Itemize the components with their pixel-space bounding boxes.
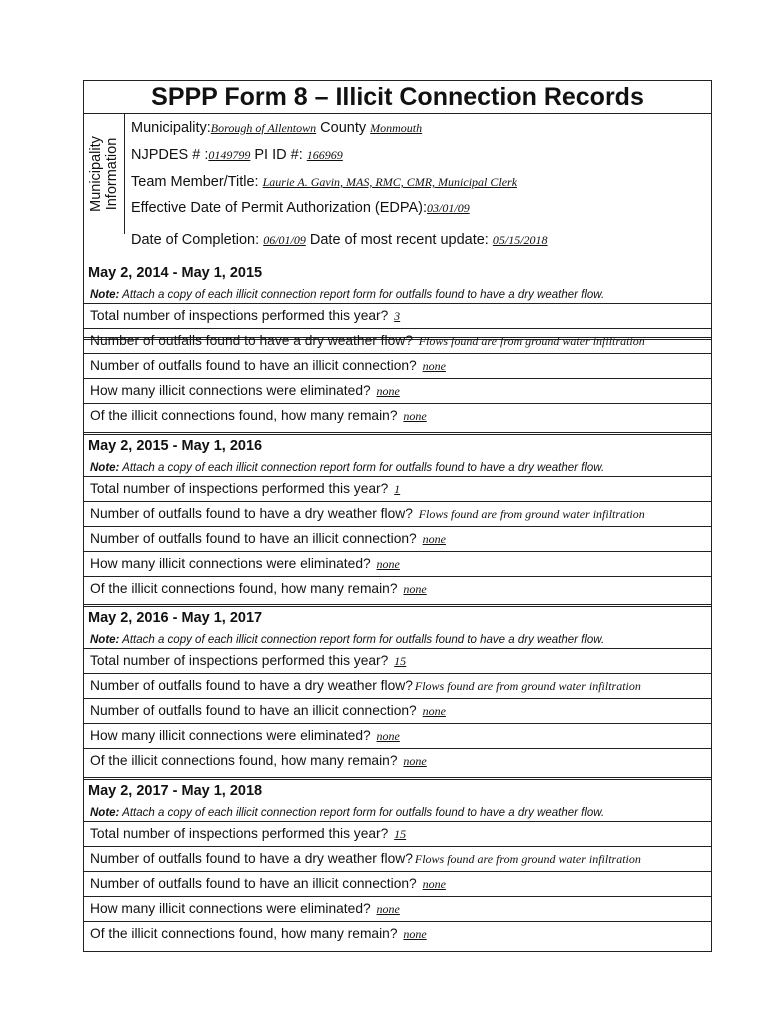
municipality-line: [131, 120, 422, 136]
eliminated-answer: none: [376, 557, 400, 571]
remain-row: [84, 576, 711, 601]
inspections-answer: 15: [394, 654, 407, 668]
form-title: SPPP Form 8 – Illicit Connection Records: [84, 81, 711, 114]
eliminated-answer: none: [376, 384, 400, 398]
inspections-row: [84, 648, 711, 673]
remain-question: Of the illicit connections found, how many remain?: [90, 408, 398, 423]
inspections-question: Total number of inspections performed this year?: [90, 653, 389, 668]
illicit-question: Number of outfalls found to have an illicit connection?: [90, 531, 417, 546]
dry-weather-answer: Flows found are from ground water infiltration: [418, 334, 645, 348]
pi-id-label: PI ID #:: [254, 147, 303, 163]
team-member-label: Team Member/Title:: [131, 174, 259, 190]
municipality-value: Borough of Allentown: [210, 121, 317, 135]
completion-line: [131, 232, 548, 248]
edpa-value: 03/01/09: [427, 201, 470, 215]
edpa-label: Effective Date of Permit Authorization (EDPA):: [131, 200, 428, 216]
illicit-question: Number of outfalls found to have an illicit connection?: [90, 703, 417, 718]
municipality-side-label-cell: [84, 114, 125, 234]
note-text: Attach a copy of each illicit connection report form for outfalls found to have a dry weather flow.: [122, 289, 605, 301]
period-section: [84, 607, 711, 780]
illicit-answer: none: [422, 532, 446, 546]
team-member-line: [131, 174, 517, 190]
remain-row: [84, 748, 711, 773]
note-prefix: Note:: [90, 634, 120, 646]
remain-answer: none: [403, 582, 427, 596]
remain-answer: none: [403, 754, 427, 768]
dry-weather-answer: Flows found are from ground water infiltration: [418, 507, 645, 521]
njpdes-label: NJPDES # :: [131, 147, 209, 163]
eliminated-row: [84, 551, 711, 576]
period-section: [84, 435, 711, 607]
update-value: 05/15/2018: [492, 233, 548, 247]
eliminated-row: [84, 896, 711, 921]
completion-label: Date of Completion:: [131, 232, 260, 248]
remain-question: Of the illicit connections found, how many remain?: [90, 581, 398, 596]
remain-question: Of the illicit connections found, how many remain?: [90, 753, 398, 768]
inspections-row: [84, 303, 711, 328]
dry-weather-answer: Flows found are from ground water infiltration: [414, 679, 641, 693]
remain-row: [84, 921, 711, 946]
eliminated-question: How many illicit connections were eliminated?: [90, 728, 371, 743]
note: [90, 807, 604, 819]
inspections-row: [84, 476, 711, 501]
note: [90, 462, 604, 474]
municipality-side-label: [88, 136, 120, 212]
county-value: Monmouth: [370, 121, 423, 135]
illicit-answer: none: [422, 359, 446, 373]
illicit-row: [84, 353, 711, 378]
county-label: County: [320, 120, 367, 136]
municipality-label: Municipality:: [131, 120, 211, 136]
team-member-value: Laurie A. Gavin, MAS, RMC, CMR, Municipal Clerk: [262, 175, 518, 189]
inspections-row: [84, 821, 711, 846]
eliminated-answer: none: [376, 902, 400, 916]
side-label-line2: Information: [104, 137, 120, 211]
illicit-row: [84, 526, 711, 551]
eliminated-row: [84, 723, 711, 748]
note-text: Attach a copy of each illicit connection report form for outfalls found to have a dry weather flow.: [122, 807, 605, 819]
eliminated-row: [84, 378, 711, 403]
dry-weather-question: Number of outfalls found to have a dry weather flow?: [90, 678, 413, 693]
note-prefix: Note:: [90, 462, 120, 474]
remain-answer: none: [403, 409, 427, 423]
illicit-question: Number of outfalls found to have an illicit connection?: [90, 876, 417, 891]
note-prefix: Note:: [90, 289, 120, 301]
illicit-question: Number of outfalls found to have an illicit connection?: [90, 358, 417, 373]
period-heading: May 2, 2014 - May 1, 2015: [88, 265, 263, 281]
dry-weather-row: [84, 328, 711, 353]
eliminated-question: How many illicit connections were eliminated?: [90, 383, 371, 398]
note-prefix: Note:: [90, 807, 120, 819]
dry-weather-row: [84, 501, 711, 526]
dry-weather-question: Number of outfalls found to have a dry weather flow?: [90, 506, 413, 521]
illicit-answer: none: [422, 704, 446, 718]
dry-weather-answer: Flows found are from ground water infiltration: [414, 852, 641, 866]
completion-value: 06/01/09: [263, 233, 306, 247]
note-text: Attach a copy of each illicit connection report form for outfalls found to have a dry weather flow.: [122, 634, 605, 646]
inspections-answer: 1: [394, 482, 401, 496]
remain-row: [84, 403, 711, 428]
remain-answer: none: [403, 927, 427, 941]
note: [90, 634, 604, 646]
dry-weather-question: Number of outfalls found to have a dry weather flow?: [90, 851, 413, 866]
period-heading: May 2, 2017 - May 1, 2018: [88, 783, 263, 799]
illicit-row: [84, 871, 711, 896]
note-text: Attach a copy of each illicit connection report form for outfalls found to have a dry weather flow.: [122, 462, 605, 474]
period-heading: May 2, 2016 - May 1, 2017: [88, 610, 263, 626]
dry-weather-row: [84, 846, 711, 871]
inspections-answer: 15: [394, 827, 407, 841]
illicit-row: [84, 698, 711, 723]
eliminated-question: How many illicit connections were eliminated?: [90, 556, 371, 571]
update-label: Date of most recent update:: [309, 232, 489, 248]
edpa-line: [131, 200, 470, 216]
period-section: [84, 780, 711, 951]
remain-question: Of the illicit connections found, how many remain?: [90, 926, 398, 941]
eliminated-answer: none: [376, 729, 400, 743]
inspections-question: Total number of inspections performed this year?: [90, 481, 389, 496]
njpdes-value: 0149799: [208, 148, 251, 162]
njpdes-line: [131, 147, 343, 163]
illicit-answer: none: [422, 877, 446, 891]
note: [90, 289, 604, 301]
side-label-line1: Municipality: [88, 136, 104, 212]
inspections-answer: 3: [394, 309, 401, 323]
illicit-connection-form: [83, 80, 712, 952]
pi-id-value: 166969: [306, 148, 343, 162]
period-section: [84, 262, 711, 435]
dry-weather-row: [84, 673, 711, 698]
dry-weather-question: Number of outfalls found to have a dry weather flow?: [90, 333, 413, 348]
inspections-question: Total number of inspections performed this year?: [90, 826, 389, 841]
eliminated-question: How many illicit connections were eliminated?: [90, 901, 371, 916]
inspections-question: Total number of inspections performed this year?: [90, 308, 389, 323]
period-heading: May 2, 2015 - May 1, 2016: [88, 438, 263, 454]
